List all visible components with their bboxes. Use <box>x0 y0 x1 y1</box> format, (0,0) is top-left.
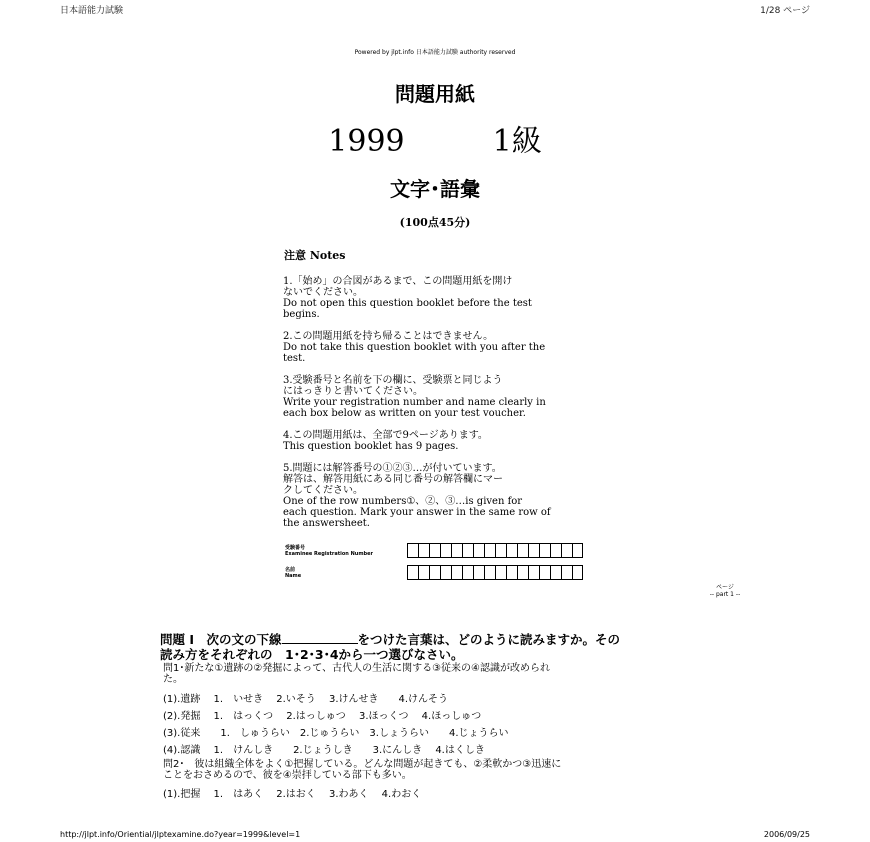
footer-url: http://jlpt.info/Oriential/jlptexamine.do?year=1999&level=1 <box>60 830 301 839</box>
note-4: 4.この問題用紙は、全部で9ページあります。 This question booklet has 9 pages. <box>283 430 488 452</box>
question-2-option-1: (1).把握 1. はあく 2.はおく 3.わあく 4.わおく <box>163 789 422 800</box>
underline-blank <box>282 632 358 644</box>
page-counter: 1/28 ページ <box>760 6 810 16</box>
question-1-option-2: (2).発掘 1. はっくつ 2.はっしゅつ 3.ほっくつ 4.ほっしゅつ <box>163 711 482 722</box>
note-3: 3.受験番号と名前を下の欄に、受験票と同じよう にはっきりと書いてください。 Write your registration number and name clearly in each box below as written on your test voucher. <box>283 375 546 419</box>
question-2-text: 問2･ 彼は組織全体をよく①把握している。どんな問題が起きても、②柔軟かつ③迅速に ことをおさめるので、彼を④崇拝している部下も多い。 <box>163 759 562 781</box>
exam-level: 1級 <box>492 124 542 159</box>
note-1: 1.「始め」の合図があるまで、この問題用紙を開け ないでください。 Do not open this question booklet before the test begins. <box>283 276 532 320</box>
year-level-row <box>0 116 870 160</box>
subject-title: 文字･語彙 <box>390 177 480 201</box>
name-label: 名前 Name <box>285 567 302 579</box>
note-5: 5.問題には解答番号の①②③…が付いています。 解答は、解答用紙にある同じ番号の解答欄にマー クしてください。 One of the row numbers①、②、③…is given for each question. Mark your answer in the same row of the answersheet. <box>283 463 551 529</box>
question-heading: 問題 I 次の文の下線 をつけた言葉は、どのように読みますか。その 読み方をそれぞれの 1･2･3･4から一つ選びなさい。 <box>160 632 621 662</box>
question-1-option-4: (4).認識 1. けんしき 2.じょうしき 3.にんしき 4.はくしき <box>163 745 485 756</box>
header-title: 日本語能力試験 <box>60 6 124 16</box>
question-1-text: 問1･新たな①遺跡の②発掘によって、古代人の生活に関する③従来の④認識が改められ た。 <box>163 663 551 685</box>
booklet-title: 問題用紙 <box>395 82 475 106</box>
footer-date: 2006/09/25 <box>763 830 810 839</box>
registration-number-boxes[interactable] <box>407 543 583 558</box>
question-1-option-3: (3).従来 1. しゅうらい 2.じゅうらい 3.しょうらい 4.じょうらい <box>163 728 509 739</box>
name-boxes[interactable] <box>407 565 583 580</box>
exam-year: 1999 <box>328 124 405 159</box>
note-2: 2.この問題用紙を持ち帰ることはできません。 Do not take this question booklet with you after the test. <box>283 331 546 364</box>
powered-by-line: Powered by jlpt.info 日本語能力試験 authority reserved <box>354 49 516 56</box>
notes-list <box>283 276 593 540</box>
page-marker: ページ -- part 1 -- <box>709 584 741 598</box>
points-duration: (100点45分) <box>399 216 471 229</box>
question-1-option-1: (1).遺跡 1. いせき 2.いそう 3.けんせき 4.けんそう <box>163 694 449 705</box>
notes-heading: 注意 Notes <box>284 249 346 262</box>
registration-label: 受験番号 Examinee Registration Number <box>285 545 373 557</box>
